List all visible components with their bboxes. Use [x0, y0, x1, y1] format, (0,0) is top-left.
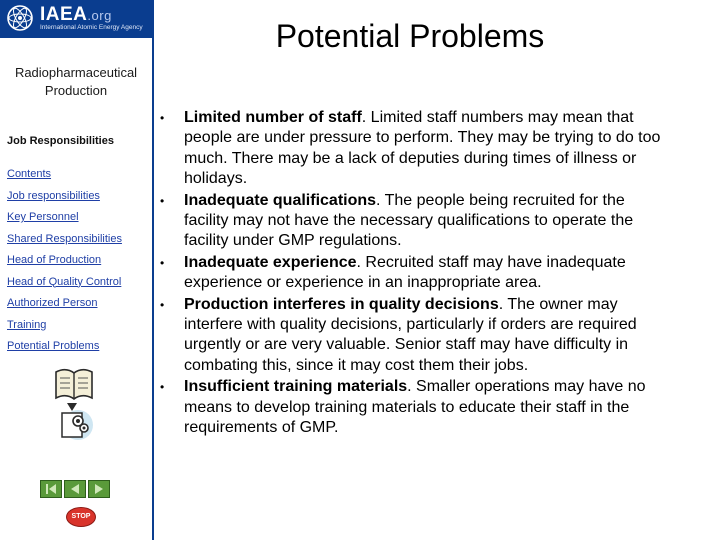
- bullet-text: . Recruited staff may have inadequate experience or experience in an inappropriate area.: [184, 253, 626, 292]
- nav-link-training[interactable]: Training: [7, 318, 47, 331]
- bullet-heading: Insufficient training materials: [184, 378, 408, 396]
- nav-heading: Job Responsibilities: [7, 135, 114, 147]
- bullet-item: [160, 377, 670, 438]
- logo-org: .org: [87, 8, 112, 23]
- nav-item-shared-responsibilities: [7, 229, 122, 251]
- nav-link-potential-problems[interactable]: Potential Problems: [7, 340, 100, 352]
- bullet-item: [160, 191, 670, 252]
- bullet-marker: •: [160, 193, 165, 208]
- nav-item-head-of-quality-control: [7, 272, 122, 294]
- nav-item-job-responsibilities: [7, 186, 122, 208]
- bullet-text: . The people being recruited for the facility may not have the necessary qualifications to operate the facility under GMP regulations.: [184, 191, 634, 250]
- bullet-item: [160, 108, 670, 190]
- bullet-marker: •: [160, 255, 165, 270]
- bullet-heading: Inadequate experience: [184, 253, 357, 271]
- nav-item-training: [7, 315, 122, 337]
- sidebar: [0, 0, 154, 540]
- bullet-marker: •: [160, 111, 165, 125]
- bullet-list: [160, 108, 670, 440]
- page-title: Potential Problems: [275, 18, 545, 54]
- bullet-item: [160, 253, 670, 294]
- nav-item-contents: [7, 164, 122, 186]
- bullet-heading: Inadequate qualifications: [184, 191, 377, 209]
- book-icon: [52, 364, 96, 404]
- nav-item-head-of-production: [7, 250, 122, 272]
- nav-link-head-of-production[interactable]: Head of Production: [7, 254, 102, 266]
- nav-item-authorized-person: [7, 293, 122, 315]
- bullet-heading: Production interferes in quality decisions: [184, 295, 499, 313]
- logo-tagline: International Atomic Energy Agency: [40, 24, 143, 31]
- navigation-buttons: [40, 480, 112, 498]
- first-page-icon[interactable]: [40, 480, 62, 498]
- previous-icon[interactable]: [64, 480, 86, 498]
- iaea-emblem-icon: [6, 4, 34, 32]
- document-gear-icon: [58, 408, 94, 442]
- bullet-marker: •: [160, 380, 165, 395]
- nav-item-key-personnel: [7, 207, 122, 229]
- iaea-logo[interactable]: [0, 0, 152, 38]
- nav-link-shared-responsibilities[interactable]: Shared Responsibilities: [7, 232, 122, 245]
- bullet-item: [160, 295, 670, 377]
- next-icon[interactable]: [88, 480, 110, 498]
- bullet-marker: •: [160, 297, 165, 312]
- bullet-heading: Limited number of staff: [184, 109, 362, 126]
- nav-link-job-responsibilities[interactable]: Job responsibilities: [7, 189, 100, 202]
- logo-name: IAEA: [40, 4, 88, 25]
- bullet-text: . Smaller operations may have no means to develop training materials to educate their staff in the requirements of GMP.: [184, 378, 646, 437]
- nav-link-key-personnel[interactable]: Key Personnel: [7, 211, 79, 223]
- nav-link-authorized-person[interactable]: Authorized Person: [7, 297, 98, 309]
- nav-list: [7, 164, 122, 358]
- nav-link-contents[interactable]: Contents: [7, 168, 52, 180]
- logo-wordmark: [40, 4, 112, 26]
- stop-icon[interactable]: STOP: [66, 507, 96, 527]
- section-title: Radiopharmaceutical Production: [14, 65, 138, 98]
- bullet-text: . Limited staff numbers may mean that people are under pressure to perform. They may be trying to do too much. There may be a lack of deputies during times of illness or holidays.: [184, 109, 661, 188]
- bullet-text: . The owner may interfere with quality decisions, particularly if orders are required urgently or are very valuable. Senior staff may have difficulty in combating this, since it may cost them their jobs.: [184, 295, 637, 374]
- nav-item-potential-problems: [7, 336, 122, 358]
- nav-link-head-of-quality-control[interactable]: Head of Quality Control: [7, 275, 122, 288]
